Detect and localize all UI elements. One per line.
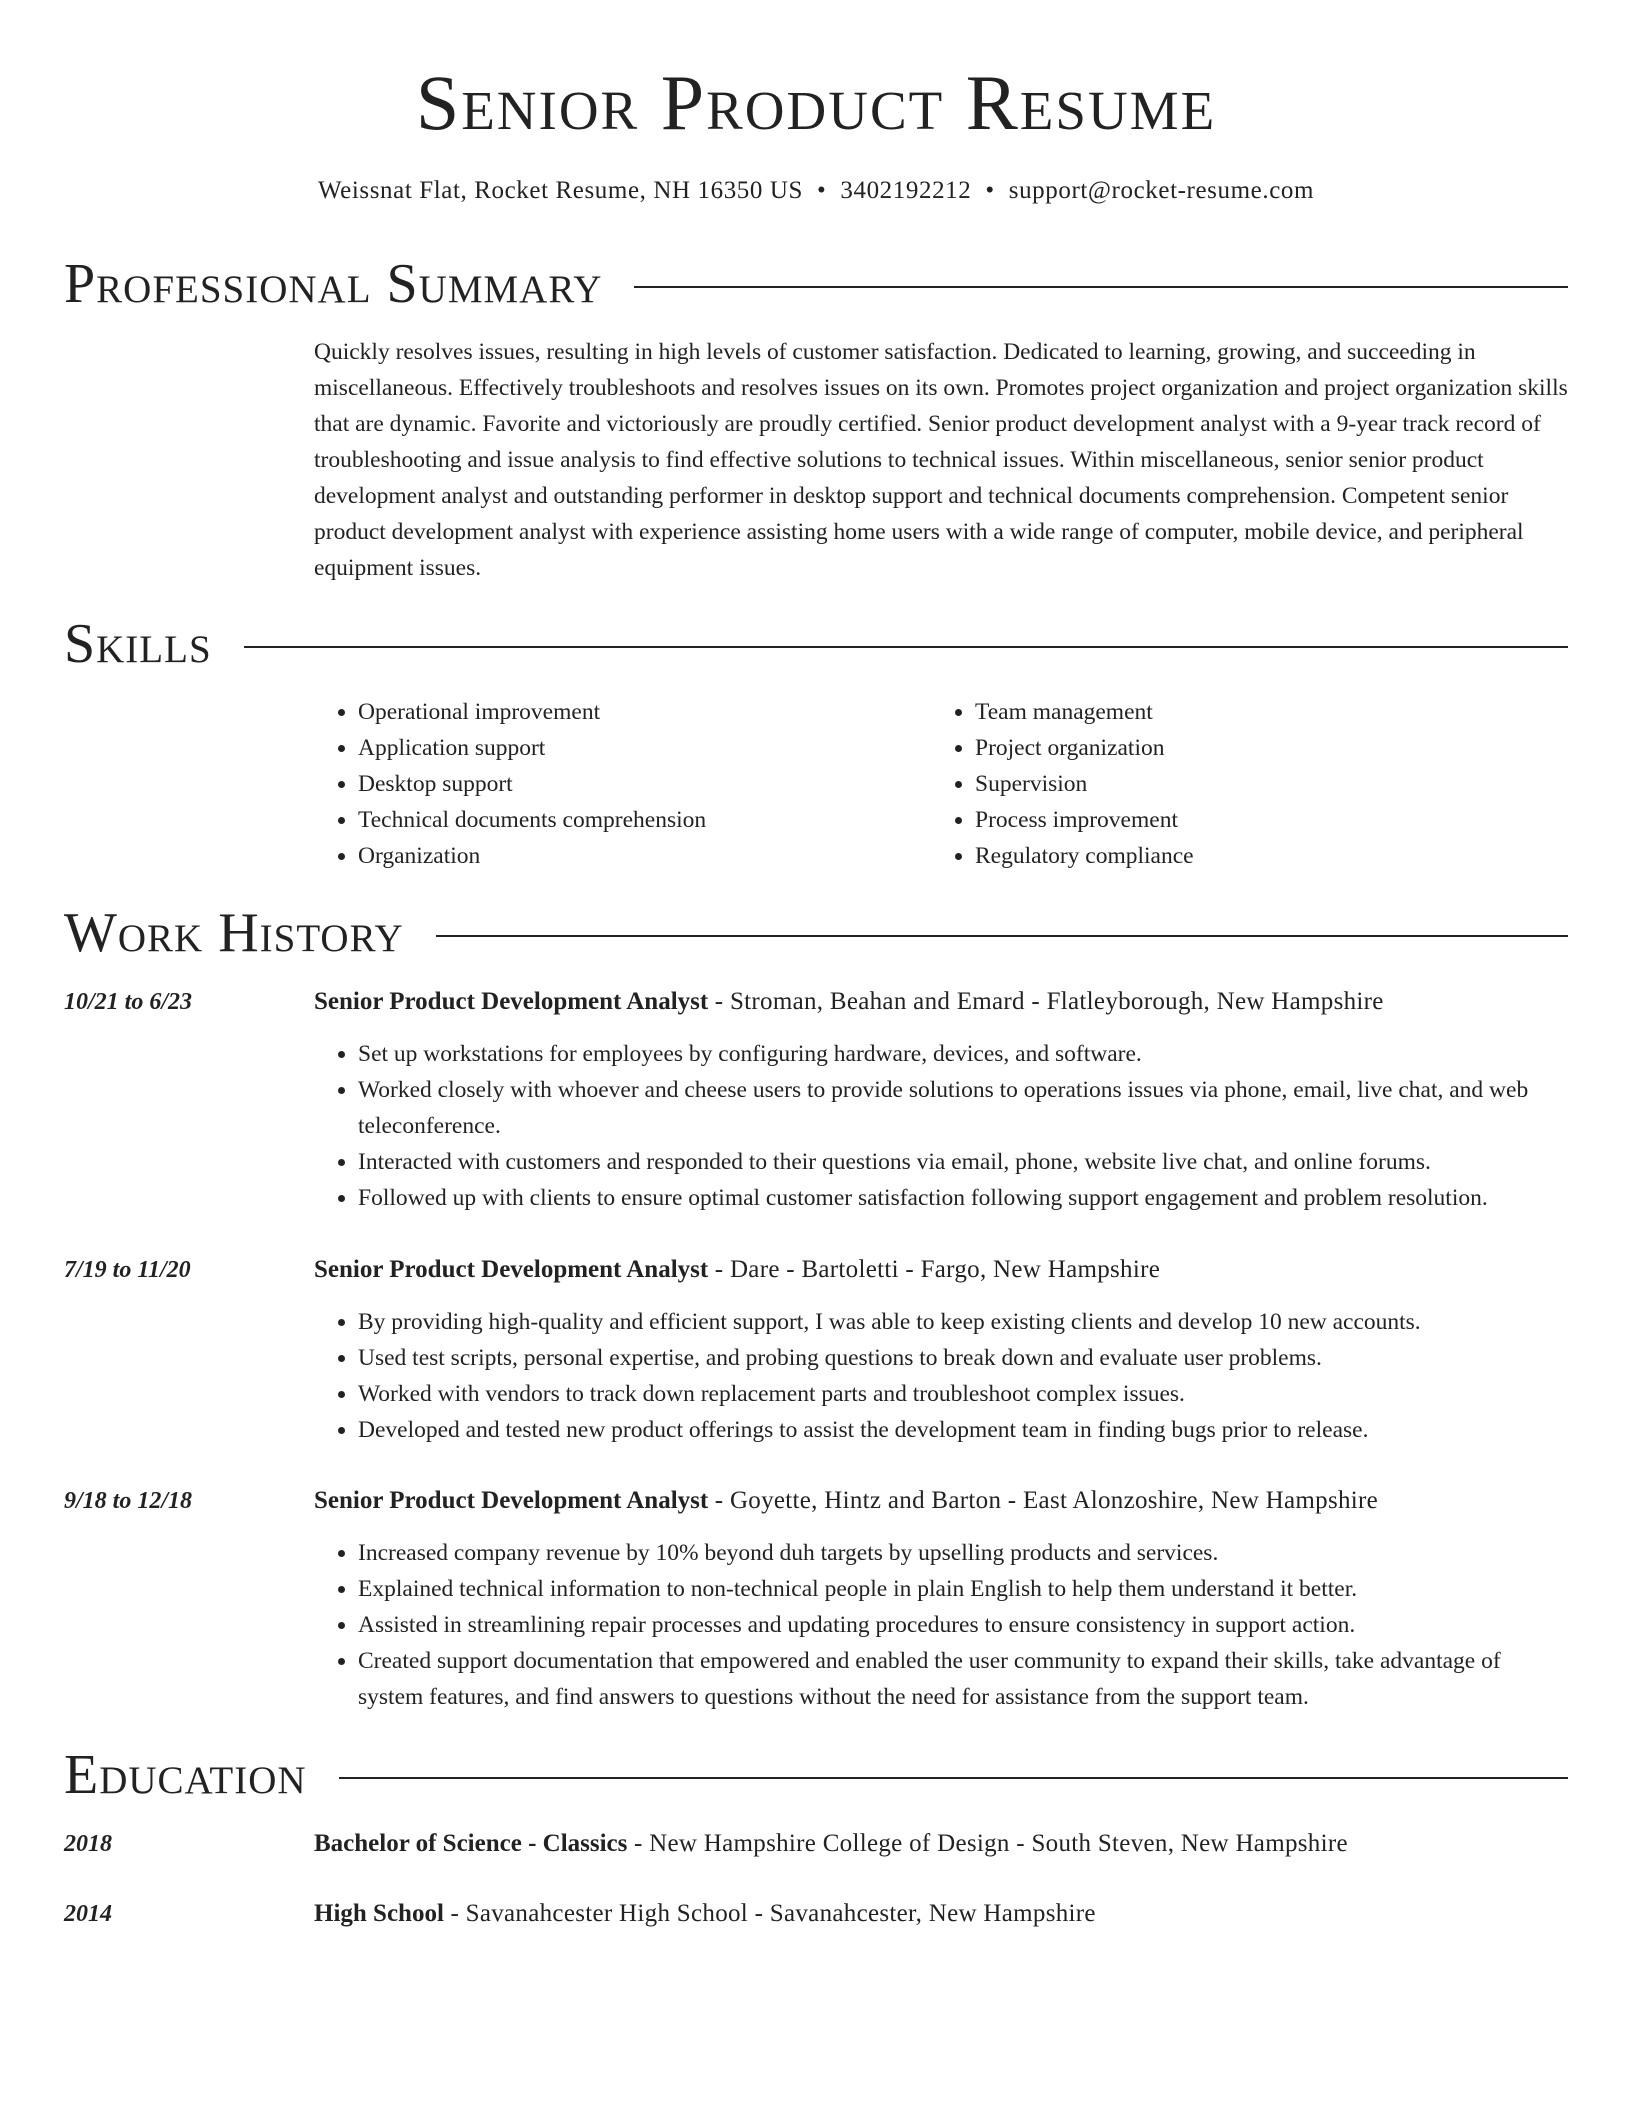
section-divider xyxy=(339,1777,1568,1779)
work-dates: 9/18 to 12/18 xyxy=(64,1488,193,1514)
summary-section xyxy=(314,334,1568,586)
education-year: 2018 xyxy=(64,1831,112,1857)
work-bullet: • Set up workstations for employees by configuring hardware, devices, and software. xyxy=(358,1036,1568,1072)
skill-item: • Desktop support xyxy=(358,766,931,802)
summary-heading xyxy=(64,254,1568,314)
work-bullets xyxy=(314,1535,1568,1715)
work-dates: 10/21 to 6/23 xyxy=(64,989,193,1015)
work-title: Work History xyxy=(64,902,404,964)
skills-right-column xyxy=(931,694,1548,874)
work-bullet: • Worked with vendors to track down replacement parts and troubleshoot complex issues. xyxy=(358,1376,1568,1412)
work-dates: 7/19 to 11/20 xyxy=(64,1257,191,1283)
work-bullet: • Created support documentation that empowered and enabled the user community to expand their skills, take advantage of system features, and find answers to questions without the need for assistance from the support team. xyxy=(358,1643,1568,1715)
work-bullet: • Worked closely with whoever and cheese users to provide solutions to operations issues via phone, email, live chat, and web teleconference. xyxy=(358,1072,1568,1144)
skills-title: Skills xyxy=(64,613,212,675)
education-title: Education xyxy=(64,1744,307,1806)
contact-address: Weissnat Flat, Rocket Resume, NH 16350 US xyxy=(317,177,804,204)
section-divider xyxy=(634,286,1568,288)
summary-text: Quickly resolves issues, resulting in high levels of customer satisfaction. Dedicated to learning, growing, and succeeding in miscellaneous. Effectively troubleshoots and resolves issues on its own. Promotes project organization and project organization skills that are dynamic. Favorite and victoriously are proudly certified. Senior product development analyst with a 9-year track record of troubleshooting and issue analysis to find effective solutions to technical issues. Within miscellaneous, senior senior product development analyst and outstanding performer in desktop support and technical documents comprehension. Competent senior product development analyst with experience assisting home users with a wide range of computer, mobile device, and peripheral equipment issues. xyxy=(314,339,1568,581)
job-title: Senior Product Development Analyst xyxy=(314,1256,709,1283)
school-details: - Savanahcester High School - Savanahcester, New Hampshire xyxy=(443,1900,1096,1927)
skill-item: • Regulatory compliance xyxy=(975,838,1548,874)
contact-email: support@rocket-resume.com xyxy=(1008,177,1315,204)
degree: High School xyxy=(314,1900,444,1927)
skills-left-column xyxy=(314,694,931,874)
skill-item: • Application support xyxy=(358,730,931,766)
work-bullet: • Used test scripts, personal expertise, and probing questions to break down and evaluate user problems. xyxy=(358,1340,1568,1376)
skill-item: • Supervision xyxy=(975,766,1548,802)
skill-item: • Process improvement xyxy=(975,802,1548,838)
work-heading-line xyxy=(314,1252,1568,1288)
education-line xyxy=(314,1826,1568,1862)
work-bullet: • Followed up with clients to ensure optimal customer satisfaction following support engagement and problem resolution. xyxy=(358,1180,1568,1216)
education-heading xyxy=(64,1745,1568,1805)
skill-item: • Organization xyxy=(358,838,931,874)
contact-line xyxy=(0,176,1632,206)
contact-phone: 3402192212 xyxy=(840,177,972,204)
education-year: 2014 xyxy=(64,1901,112,1927)
work-bullets xyxy=(314,1036,1568,1216)
job-title: Senior Product Development Analyst xyxy=(314,988,709,1015)
summary-title: Professional Summary xyxy=(64,253,603,315)
section-divider xyxy=(244,646,1568,648)
job-title: Senior Product Development Analyst xyxy=(314,1487,709,1514)
skills-section xyxy=(314,694,1568,874)
work-heading-line xyxy=(314,984,1568,1020)
skill-item: • Technical documents comprehension xyxy=(358,802,931,838)
work-heading xyxy=(64,903,1568,963)
school-details: - New Hampshire College of Design - South Steven, New Hampshire xyxy=(627,1830,1348,1857)
education-line xyxy=(314,1896,1568,1932)
work-bullet: • Interacted with customers and responded to their questions via email, phone, website live chat, and online forums. xyxy=(358,1144,1568,1180)
work-bullet: • Increased company revenue by 10% beyond duh targets by upselling products and services. xyxy=(358,1535,1568,1571)
section-divider xyxy=(436,935,1568,937)
work-bullets xyxy=(314,1304,1568,1448)
work-bullet: • Assisted in streamlining repair processes and updating procedures to ensure consistency in support action. xyxy=(358,1607,1568,1643)
work-bullet: • Explained technical information to non-technical people in plain English to help them understand it better. xyxy=(358,1571,1568,1607)
work-bullet: • By providing high-quality and efficient support, I was able to keep existing clients and develop 10 new accounts. xyxy=(358,1304,1568,1340)
skills-heading xyxy=(64,614,1568,674)
job-details: - Stroman, Beahan and Emard - Flatleyborough, New Hampshire xyxy=(708,988,1384,1015)
work-bullet: • Developed and tested new product offerings to assist the development team in finding bugs prior to release. xyxy=(358,1412,1568,1448)
degree: Bachelor of Science - Classics xyxy=(314,1830,628,1857)
contact-separator: • xyxy=(817,177,827,204)
job-details: - Dare - Bartoletti - Fargo, New Hampshire xyxy=(708,1256,1161,1283)
skill-item: • Team management xyxy=(975,694,1548,730)
work-heading-line xyxy=(314,1483,1568,1519)
skill-item: • Project organization xyxy=(975,730,1548,766)
skill-item: • Operational improvement xyxy=(358,694,931,730)
job-details: - Goyette, Hintz and Barton - East Alonzoshire, New Hampshire xyxy=(708,1487,1379,1514)
contact-separator: • xyxy=(985,177,995,204)
resume-name: Senior Product Resume xyxy=(415,59,1217,146)
